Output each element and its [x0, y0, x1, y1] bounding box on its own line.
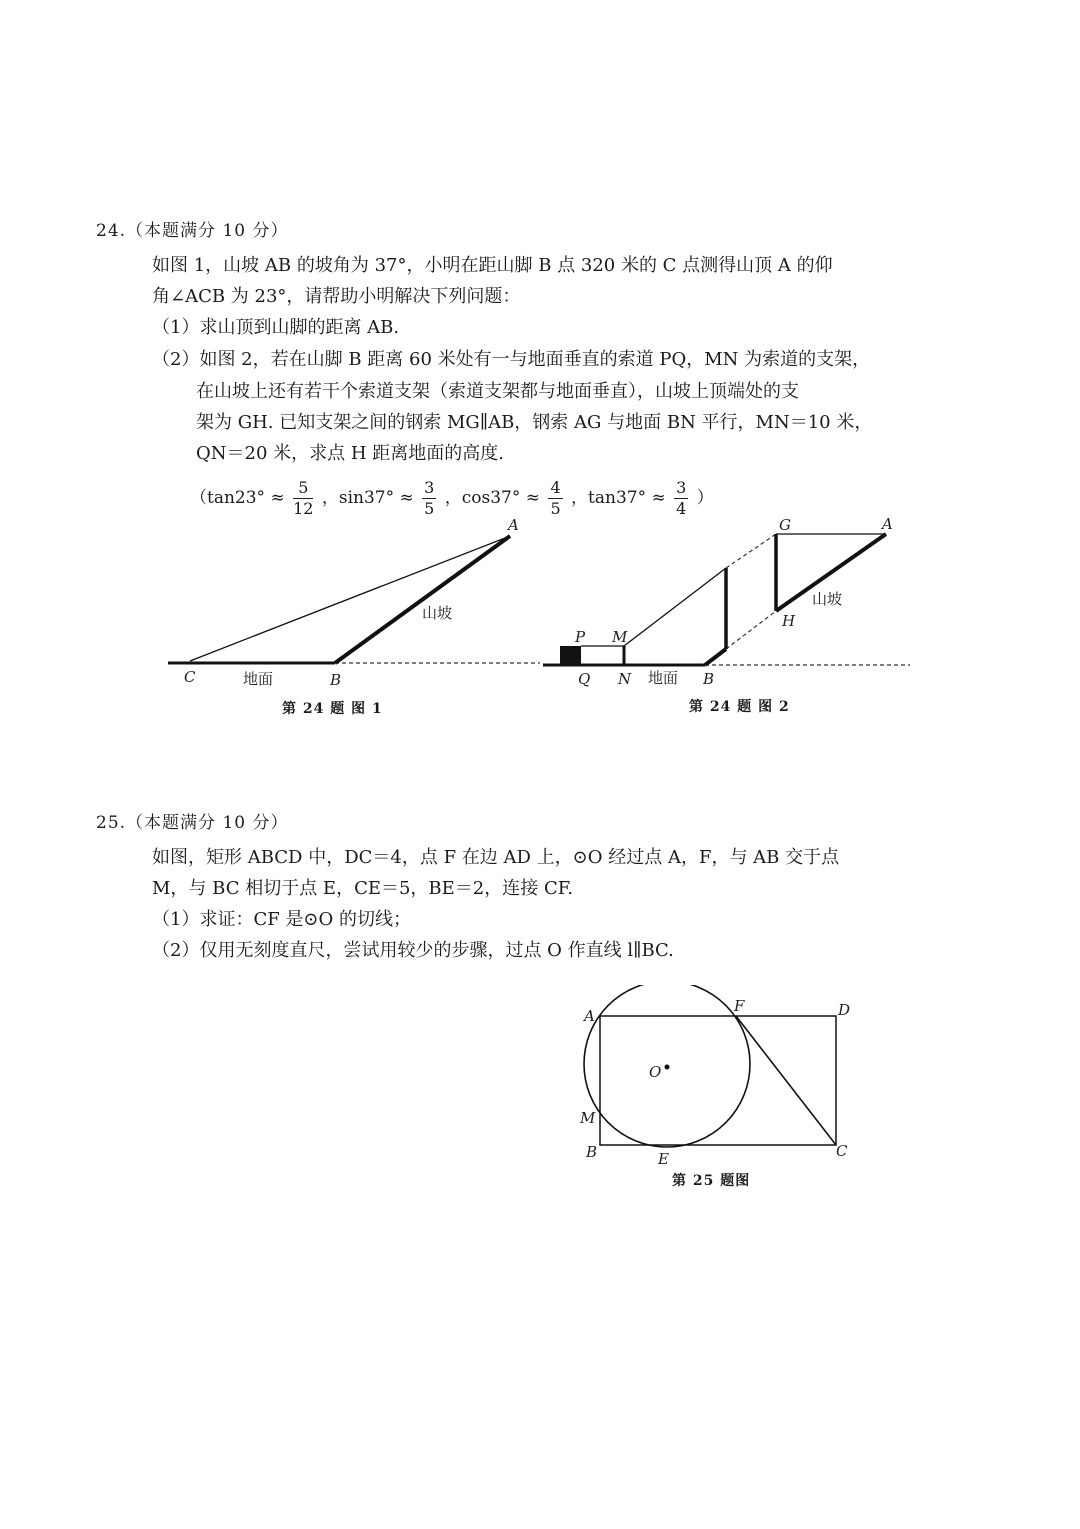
q24-text-line1: 如图 1，山坡 AB 的坡角为 37°，小明在距山脚 B 点 320 米的 C 点测得山顶 A 的仰 — [152, 255, 833, 276]
fig25-label-M: M — [580, 1109, 596, 1127]
q25-figure — [570, 985, 860, 1170]
fig2-pole-PQ — [560, 646, 581, 665]
tan37-den: 4 — [676, 499, 687, 518]
fig1-caption: 第 24 题 图 1 — [282, 701, 383, 717]
fig1-label-B: B — [330, 671, 342, 689]
q25-part1: （1）求证：CF 是⊙O 的切线； — [152, 909, 411, 930]
fig2-label-A: A — [882, 515, 893, 533]
fig2-caption: 第 24 题 图 2 — [689, 699, 790, 715]
tan37-num: 3 — [676, 478, 687, 497]
fig2-label-M: M — [612, 628, 628, 646]
q24-text-line2: 角∠ACB 为 23°，请帮助小明解决下列问题： — [152, 286, 521, 307]
fig1-label-A: A — [508, 516, 519, 534]
q25-text-line2: M，与 BC 相切于点 E，CE＝5，BE＝2，连接 CF. — [152, 878, 574, 899]
hint-close: ） — [696, 488, 714, 508]
fig1-slope-AB — [335, 536, 510, 663]
fig2-slope-label: 山坡 — [812, 590, 843, 608]
fig2-cable-M-to-first — [624, 568, 726, 646]
hint-sep3: ，tan37° ≈ — [571, 488, 666, 508]
fig2-label-B: B — [703, 670, 715, 688]
q25-heading: 25.（本题满分 10 分） — [96, 813, 289, 833]
q24-part2-line1: （2）如图 2，若在山脚 B 距离 60 米处有一与地面垂直的索道 PQ，MN 为索道的支架， — [152, 349, 871, 370]
q24-part2-line3: 架为 GH. 已知支架之间的钢索 MG∥AB，钢索 AG 与地面 BN 平行，MN＝10 米， — [196, 412, 873, 433]
fig2-label-P: P — [575, 628, 586, 646]
sin37-num: 3 — [424, 478, 435, 497]
fig1-label-C: C — [184, 668, 196, 686]
fig25-label-F: F — [734, 997, 745, 1015]
hint-sep2: ，cos37° ≈ — [444, 488, 541, 508]
center-O-dot — [665, 1065, 670, 1070]
sin37-den: 5 — [424, 499, 435, 518]
cos37-den: 5 — [550, 499, 561, 518]
fig2-label-G: G — [779, 516, 791, 534]
fig25-label-A: A — [584, 1007, 595, 1025]
fig25-label-C: C — [836, 1142, 848, 1160]
fig1-sightline-CA — [190, 536, 510, 661]
fig2-cable-dashed — [726, 534, 776, 568]
tan23-num: 5 — [293, 478, 313, 499]
q25-text-line1: 如图，矩形 ABCD 中，DC＝4，点 F 在边 AD 上，⊙O 经过点 A，F，与 AB 交于点 — [152, 847, 840, 868]
hint-sep1: ，sin37° ≈ — [321, 488, 414, 508]
fig25-label-D: D — [838, 1001, 851, 1019]
cos37-num: 4 — [550, 478, 561, 497]
fig2-label-H: H — [782, 612, 796, 630]
q24-heading: 24.（本题满分 10 分） — [96, 221, 289, 241]
q24-figure2 — [540, 510, 915, 695]
q24-part2-line4: QN＝20 米，求点 H 距离地面的高度. — [196, 443, 504, 464]
fig2-label-N: N — [618, 670, 632, 688]
q24-part2-line2: 在山坡上还有若干个索道支架（索道支架都与地面垂直），山坡上顶端处的支 — [196, 381, 799, 402]
tan23-den: 12 — [293, 499, 314, 518]
fig25-label-O: O — [649, 1063, 662, 1081]
fig25-caption: 第 25 题图 — [672, 1173, 751, 1189]
fig2-slope-dashed — [726, 611, 776, 649]
fig2-slope-lower — [705, 649, 726, 665]
fig1-ground-label: 地面 — [243, 670, 274, 688]
fig1-slope-label: 山坡 — [422, 604, 453, 622]
rect-ABCD — [600, 1016, 836, 1145]
segment-CF — [736, 1016, 836, 1145]
fig25-label-E: E — [658, 1150, 669, 1168]
fig2-label-Q: Q — [578, 670, 591, 688]
fig2-ground-label: 地面 — [648, 669, 679, 687]
q25-part2: （2）仅用无刻度直尺，尝试用较少的步骤，过点 O 作直线 l∥BC. — [152, 940, 674, 961]
fig25-label-B: B — [586, 1143, 598, 1161]
q24-part1: （1）求山顶到山脚的距离 AB. — [152, 317, 400, 338]
hint-open: （tan23° ≈ — [190, 488, 285, 508]
q24-figure1 — [160, 510, 550, 695]
